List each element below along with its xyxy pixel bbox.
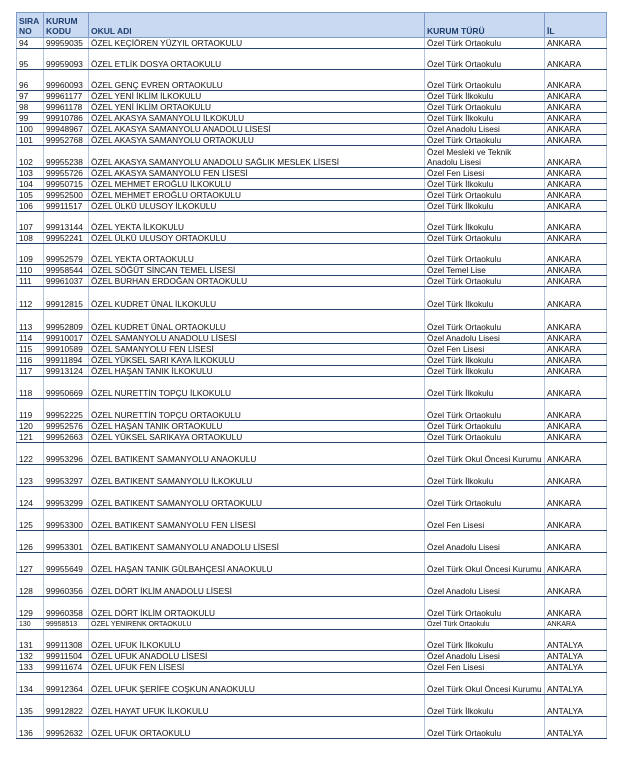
cell-okul-adi: ÖZEL BATIKENT SAMANYOLU ORTAOKULU — [89, 487, 425, 509]
cell-kurum-turu: Özel Türk Ortaokulu — [425, 135, 545, 146]
cell-kurum-turu: Özel Türk İlkokulu — [425, 91, 545, 102]
cell-kurum-kodu: 99952241 — [44, 233, 89, 244]
cell-kurum-turu: Özel Anadolu Lisesi — [425, 531, 545, 553]
table-row — [17, 487, 607, 509]
cell-il: ANKARA — [545, 168, 607, 179]
cell-kurum-kodu: 99952500 — [44, 190, 89, 201]
cell-okul-adi: ÖZEL YEKTA ORTAOKULU — [89, 244, 425, 265]
cell-sira-no: 128 — [17, 575, 44, 597]
cell-il: ANKARA — [545, 399, 607, 421]
table-row — [17, 630, 607, 651]
cell-kurum-turu: Özel Anadolu Lisesi — [425, 575, 545, 597]
cell-okul-adi: ÖZEL YÜKSEL SARIKAYA ORTAOKULU — [89, 432, 425, 443]
cell-il: ANKARA — [545, 443, 607, 465]
table-row — [17, 421, 607, 432]
cell-il: ANKARA — [545, 310, 607, 333]
table-row — [17, 102, 607, 113]
cell-kurum-turu: Özel Türk Ortaokulu — [425, 487, 545, 509]
cell-sira-no: 116 — [17, 355, 44, 366]
cell-kurum-kodu: 99911674 — [44, 662, 89, 673]
cell-kurum-kodu: 99910786 — [44, 113, 89, 124]
cell-sira-no: 109 — [17, 244, 44, 265]
cell-sira-no: 117 — [17, 366, 44, 377]
cell-sira-no: 126 — [17, 531, 44, 553]
cell-il: ANKARA — [545, 190, 607, 201]
table-row — [17, 344, 607, 355]
table-row — [17, 355, 607, 366]
cell-il: ANKARA — [545, 355, 607, 366]
table-header-row — [17, 13, 607, 38]
cell-okul-adi: ÖZEL ÜLKÜ ULUSOY İLKOKULU — [89, 201, 425, 212]
cell-okul-adi: ÖZEL UFUK ŞERİFE COŞKUN ANAOKULU — [89, 673, 425, 695]
table-row — [17, 49, 607, 70]
cell-il: ANKARA — [545, 276, 607, 287]
table-row — [17, 575, 607, 597]
cell-il: ANTALYA — [545, 717, 607, 739]
cell-sira-no: 101 — [17, 135, 44, 146]
table-row — [17, 465, 607, 487]
table-row — [17, 553, 607, 575]
cell-kurum-turu: Özel Türk Okul Öncesi Kurumu — [425, 443, 545, 465]
table-row — [17, 443, 607, 465]
header-il: İL — [545, 13, 607, 38]
cell-il: ANKARA — [545, 38, 607, 49]
table-row — [17, 597, 607, 619]
cell-il: ANKARA — [545, 619, 607, 630]
cell-kurum-turu: Özel Türk Ortaokulu — [425, 244, 545, 265]
cell-il: ANKARA — [545, 287, 607, 310]
table-row — [17, 717, 607, 739]
cell-okul-adi: ÖZEL MEHMET EROĞLU İLKOKULU — [89, 179, 425, 190]
table-row — [17, 190, 607, 201]
cell-okul-adi: ÖZEL DÖRT İKLİM ANADOLU LİSESİ — [89, 575, 425, 597]
cell-kurum-kodu: 99958544 — [44, 265, 89, 276]
cell-sira-no: 125 — [17, 509, 44, 531]
cell-okul-adi: ÖZEL SAMANYOLU FEN LİSESİ — [89, 344, 425, 355]
cell-okul-adi: ÖZEL NURETTİN TOPÇU ORTAOKULU — [89, 399, 425, 421]
cell-okul-adi: ÖZEL AKASYA SAMANYOLU ANADOLU SAĞLIK MESLEK LİSESİ — [89, 146, 425, 168]
cell-kurum-turu: Özel Türk Ortaokulu — [425, 38, 545, 49]
cell-kurum-turu: Özel Türk Ortaokulu — [425, 717, 545, 739]
cell-kurum-turu: Özel Fen Lisesi — [425, 168, 545, 179]
cell-il: ANKARA — [545, 91, 607, 102]
cell-il: ANKARA — [545, 509, 607, 531]
cell-okul-adi: ÖZEL BATIKENT SAMANYOLU İLKOKULU — [89, 465, 425, 487]
cell-sira-no: 123 — [17, 465, 44, 487]
cell-il: ANTALYA — [545, 673, 607, 695]
cell-kurum-turu: Özel Türk Ortaokulu — [425, 421, 545, 432]
cell-kurum-kodu: 99911308 — [44, 630, 89, 651]
cell-sira-no: 107 — [17, 212, 44, 233]
cell-okul-adi: ÖZEL YENİRENK ORTAOKULU — [89, 619, 425, 630]
cell-kurum-turu: Özel Türk Ortaokulu — [425, 102, 545, 113]
cell-kurum-turu: Özel Türk Ortaokulu — [425, 49, 545, 70]
cell-il: ANKARA — [545, 70, 607, 91]
cell-kurum-kodu: 99952225 — [44, 399, 89, 421]
table-row — [17, 179, 607, 190]
cell-il: ANKARA — [545, 113, 607, 124]
cell-okul-adi: ÖZEL AKASYA SAMANYOLU İLKOKULU — [89, 113, 425, 124]
cell-kurum-kodu: 99953299 — [44, 487, 89, 509]
cell-il: ANKARA — [545, 487, 607, 509]
table-row — [17, 509, 607, 531]
cell-kurum-turu: Özel Türk İlkokulu — [425, 113, 545, 124]
cell-sira-no: 94 — [17, 38, 44, 49]
cell-sira-no: 111 — [17, 276, 44, 287]
cell-il: ANKARA — [545, 102, 607, 113]
table-row — [17, 124, 607, 135]
cell-sira-no: 98 — [17, 102, 44, 113]
cell-kurum-turu: Özel Türk Ortaokulu — [425, 233, 545, 244]
cell-kurum-kodu: 99952809 — [44, 310, 89, 333]
cell-sira-no: 115 — [17, 344, 44, 355]
cell-il: ANKARA — [545, 179, 607, 190]
cell-sira-no: 104 — [17, 179, 44, 190]
cell-kurum-turu: Özel Türk İlkokulu — [425, 366, 545, 377]
cell-okul-adi: ÖZEL BATIKENT SAMANYOLU ANAOKULU — [89, 443, 425, 465]
cell-okul-adi: ÖZEL UFUK ANADOLU LİSESİ — [89, 651, 425, 662]
cell-kurum-kodu: 99913124 — [44, 366, 89, 377]
cell-kurum-turu: Özel Anadolu Lisesi — [425, 333, 545, 344]
cell-kurum-turu: Özel Türk Ortaokulu — [425, 619, 545, 630]
cell-kurum-turu: Özel Türk Ortaokulu — [425, 276, 545, 287]
cell-sira-no: 136 — [17, 717, 44, 739]
table-row — [17, 695, 607, 717]
table-row — [17, 91, 607, 102]
cell-okul-adi: ÖZEL BATIKENT SAMANYOLU ANADOLU LİSESİ — [89, 531, 425, 553]
cell-okul-adi: ÖZEL SÖĞÜT SİNCAN TEMEL LİSESİ — [89, 265, 425, 276]
cell-sira-no: 122 — [17, 443, 44, 465]
cell-sira-no: 112 — [17, 287, 44, 310]
cell-kurum-kodu: 99958513 — [44, 619, 89, 630]
cell-okul-adi: ÖZEL KUDRET ÜNAL İLKOKULU — [89, 287, 425, 310]
table-row — [17, 673, 607, 695]
table-row — [17, 531, 607, 553]
cell-kurum-turu: Özel Türk Ortaokulu — [425, 399, 545, 421]
cell-kurum-kodu: 99961178 — [44, 102, 89, 113]
table-row — [17, 168, 607, 179]
cell-sira-no: 121 — [17, 432, 44, 443]
cell-okul-adi: ÖZEL HAŞAN TANIK İLKOKULU — [89, 366, 425, 377]
cell-sira-no: 100 — [17, 124, 44, 135]
cell-il: ANKARA — [545, 432, 607, 443]
cell-sira-no: 127 — [17, 553, 44, 575]
cell-okul-adi: ÖZEL BATIKENT SAMANYOLU FEN LİSESİ — [89, 509, 425, 531]
cell-kurum-turu: Özel Türk Ortaokulu — [425, 310, 545, 333]
cell-kurum-kodu: 99953300 — [44, 509, 89, 531]
cell-kurum-turu: Özel Türk Ortaokulu — [425, 190, 545, 201]
cell-sira-no: 97 — [17, 91, 44, 102]
cell-kurum-kodu: 99959093 — [44, 49, 89, 70]
cell-kurum-kodu: 99953297 — [44, 465, 89, 487]
cell-kurum-kodu: 99955238 — [44, 146, 89, 168]
cell-kurum-turu: Özel Türk İlkokulu — [425, 287, 545, 310]
table-row — [17, 399, 607, 421]
table-row — [17, 212, 607, 233]
cell-sira-no: 106 — [17, 201, 44, 212]
cell-kurum-kodu: 99912815 — [44, 287, 89, 310]
cell-okul-adi: ÖZEL KUDRET ÜNAL ORTAOKULU — [89, 310, 425, 333]
cell-kurum-turu: Özel Türk İlkokulu — [425, 212, 545, 233]
cell-kurum-kodu: 99913144 — [44, 212, 89, 233]
cell-sira-no: 95 — [17, 49, 44, 70]
cell-kurum-kodu: 99953301 — [44, 531, 89, 553]
cell-sira-no: 96 — [17, 70, 44, 91]
cell-kurum-turu: Özel Fen Lisesi — [425, 662, 545, 673]
cell-il: ANTALYA — [545, 630, 607, 651]
cell-kurum-turu: Özel Türk İlkokulu — [425, 465, 545, 487]
cell-il: ANKARA — [545, 135, 607, 146]
table-row — [17, 333, 607, 344]
table-row — [17, 651, 607, 662]
cell-il: ANKARA — [545, 244, 607, 265]
cell-il: ANKARA — [545, 333, 607, 344]
table-row — [17, 287, 607, 310]
header-sira-no: SIRA NO — [17, 13, 44, 38]
table-row — [17, 135, 607, 146]
cell-okul-adi: ÖZEL HAŞAN TANIK GÜLBAHÇESİ ANAOKULU — [89, 553, 425, 575]
cell-okul-adi: ÖZEL YENİ İKLİM ORTAOKULU — [89, 102, 425, 113]
cell-okul-adi: ÖZEL HAŞAN TANIK ORTAOKULU — [89, 421, 425, 432]
cell-kurum-kodu: 99952576 — [44, 421, 89, 432]
cell-kurum-kodu: 99961177 — [44, 91, 89, 102]
cell-il: ANKARA — [545, 553, 607, 575]
cell-il: ANTALYA — [545, 695, 607, 717]
cell-kurum-turu: Özel Fen Lisesi — [425, 344, 545, 355]
cell-kurum-kodu: 99911504 — [44, 651, 89, 662]
cell-kurum-kodu: 99952768 — [44, 135, 89, 146]
cell-sira-no: 118 — [17, 377, 44, 399]
cell-kurum-turu: Özel Türk Okul Öncesi Kurumu — [425, 553, 545, 575]
cell-kurum-kodu: 99912822 — [44, 695, 89, 717]
cell-kurum-kodu: 99952663 — [44, 432, 89, 443]
cell-il: ANTALYA — [545, 651, 607, 662]
cell-okul-adi: ÖZEL MEHMET EROĞLU ORTAOKULU — [89, 190, 425, 201]
cell-kurum-turu: Özel Türk İlkokulu — [425, 201, 545, 212]
table-row — [17, 662, 607, 673]
cell-kurum-kodu: 99961037 — [44, 276, 89, 287]
cell-il: ANKARA — [545, 531, 607, 553]
cell-kurum-turu: Özel Türk İlkokulu — [425, 355, 545, 366]
cell-okul-adi: ÖZEL SAMANYOLU ANADOLU LİSESİ — [89, 333, 425, 344]
cell-okul-adi: ÖZEL KEÇİÖREN YÜZYIL ORTAOKULU — [89, 38, 425, 49]
cell-okul-adi: ÖZEL UFUK İLKOKULU — [89, 630, 425, 651]
cell-okul-adi: ÖZEL AKASYA SAMANYOLU FEN LİSESİ — [89, 168, 425, 179]
cell-kurum-kodu: 99960356 — [44, 575, 89, 597]
cell-kurum-kodu: 99912364 — [44, 673, 89, 695]
cell-kurum-kodu: 99910017 — [44, 333, 89, 344]
cell-okul-adi: ÖZEL ÜLKÜ ULUSOY ORTAOKULU — [89, 233, 425, 244]
table-row — [17, 276, 607, 287]
cell-okul-adi: ÖZEL NURETTİN TOPÇU İLKOKULU — [89, 377, 425, 399]
cell-sira-no: 135 — [17, 695, 44, 717]
cell-il: ANTALYA — [545, 662, 607, 673]
table-row — [17, 38, 607, 49]
cell-okul-adi: ÖZEL BURHAN ERDOĞAN ORTAOKULU — [89, 276, 425, 287]
cell-il: ANKARA — [545, 377, 607, 399]
cell-il: ANKARA — [545, 575, 607, 597]
table-row — [17, 432, 607, 443]
cell-kurum-turu: Özel Türk İlkokulu — [425, 179, 545, 190]
cell-il: ANKARA — [545, 265, 607, 276]
cell-kurum-kodu: 99952632 — [44, 717, 89, 739]
cell-okul-adi: ÖZEL UFUK ORTAOKULU — [89, 717, 425, 739]
cell-kurum-kodu: 99911894 — [44, 355, 89, 366]
cell-kurum-kodu: 99959035 — [44, 38, 89, 49]
table-row — [17, 366, 607, 377]
table-row — [17, 70, 607, 91]
cell-kurum-turu: Özel Mesleki ve Teknik Anadolu Lisesi — [425, 146, 545, 168]
table-body — [17, 38, 607, 739]
table-row — [17, 146, 607, 168]
cell-kurum-kodu: 99952579 — [44, 244, 89, 265]
cell-kurum-turu: Özel Türk Okul Öncesi Kurumu — [425, 673, 545, 695]
table-row — [17, 619, 607, 630]
cell-kurum-turu: Özel Türk İlkokulu — [425, 630, 545, 651]
cell-okul-adi: ÖZEL YEKTA İLKOKULU — [89, 212, 425, 233]
cell-kurum-kodu: 99955726 — [44, 168, 89, 179]
cell-sira-no: 119 — [17, 399, 44, 421]
cell-sira-no: 130 — [17, 619, 44, 630]
table-row — [17, 244, 607, 265]
table-row — [17, 233, 607, 244]
cell-okul-adi: ÖZEL YENİ İKLİM İLKOKULU — [89, 91, 425, 102]
cell-kurum-turu: Özel Anadolu Lisesi — [425, 124, 545, 135]
table-row — [17, 265, 607, 276]
cell-kurum-turu: Özel Türk İlkokulu — [425, 377, 545, 399]
cell-sira-no: 133 — [17, 662, 44, 673]
cell-sira-no: 103 — [17, 168, 44, 179]
cell-kurum-turu: Özel Fen Lisesi — [425, 509, 545, 531]
cell-il: ANKARA — [545, 597, 607, 619]
cell-kurum-turu: Özel Türk Ortaokulu — [425, 70, 545, 91]
cell-okul-adi: ÖZEL GENÇ EVREN ORTAOKULU — [89, 70, 425, 91]
cell-il: ANKARA — [545, 201, 607, 212]
table-row — [17, 113, 607, 124]
cell-okul-adi: ÖZEL HAYAT UFUK İLKOKULU — [89, 695, 425, 717]
school-table — [16, 12, 607, 739]
cell-sira-no: 110 — [17, 265, 44, 276]
cell-okul-adi: ÖZEL UFUK FEN LİSESİ — [89, 662, 425, 673]
cell-okul-adi: ÖZEL ETLİK DOSYA ORTAOKULU — [89, 49, 425, 70]
cell-kurum-turu: Özel Anadolu Lisesi — [425, 651, 545, 662]
cell-sira-no: 102 — [17, 146, 44, 168]
cell-il: ANKARA — [545, 49, 607, 70]
cell-il: ANKARA — [545, 344, 607, 355]
header-kurum-turu: KURUM TÜRÜ — [425, 13, 545, 38]
cell-sira-no: 105 — [17, 190, 44, 201]
table-row — [17, 201, 607, 212]
cell-kurum-kodu: 99950715 — [44, 179, 89, 190]
cell-il: ANKARA — [545, 366, 607, 377]
header-kurum-kodu: KURUM KODU — [44, 13, 89, 38]
cell-sira-no: 131 — [17, 630, 44, 651]
cell-kurum-turu: Özel Türk Ortaokulu — [425, 597, 545, 619]
cell-okul-adi: ÖZEL DÖRT İKLİM ORTAOKULU — [89, 597, 425, 619]
table-row — [17, 377, 607, 399]
cell-kurum-kodu: 99950669 — [44, 377, 89, 399]
cell-sira-no: 113 — [17, 310, 44, 333]
cell-sira-no: 108 — [17, 233, 44, 244]
cell-kurum-turu: Özel Temel Lise — [425, 265, 545, 276]
cell-il: ANKARA — [545, 465, 607, 487]
cell-kurum-kodu: 99948967 — [44, 124, 89, 135]
cell-il: ANKARA — [545, 124, 607, 135]
cell-kurum-turu: Özel Türk Ortaokulu — [425, 432, 545, 443]
cell-sira-no: 120 — [17, 421, 44, 432]
cell-kurum-kodu: 99960358 — [44, 597, 89, 619]
cell-sira-no: 129 — [17, 597, 44, 619]
cell-sira-no: 99 — [17, 113, 44, 124]
cell-kurum-kodu: 99910589 — [44, 344, 89, 355]
cell-okul-adi: ÖZEL AKASYA SAMANYOLU ANADOLU LİSESİ — [89, 124, 425, 135]
cell-okul-adi: ÖZEL AKASYA SAMANYOLU ORTAOKULU — [89, 135, 425, 146]
cell-il: ANKARA — [545, 421, 607, 432]
cell-kurum-kodu: 99911517 — [44, 201, 89, 212]
cell-il: ANKARA — [545, 233, 607, 244]
header-okul-adi: OKUL ADI — [89, 13, 425, 38]
cell-sira-no: 124 — [17, 487, 44, 509]
cell-kurum-turu: Özel Türk İlkokulu — [425, 695, 545, 717]
school-list — [16, 12, 606, 739]
table-row — [17, 310, 607, 333]
cell-okul-adi: ÖZEL YÜKSEL SARI KAYA İLKOKULU — [89, 355, 425, 366]
cell-sira-no: 134 — [17, 673, 44, 695]
cell-kurum-kodu: 99955649 — [44, 553, 89, 575]
cell-kurum-kodu: 99953296 — [44, 443, 89, 465]
cell-sira-no: 114 — [17, 333, 44, 344]
cell-il: ANKARA — [545, 212, 607, 233]
cell-kurum-kodu: 99960093 — [44, 70, 89, 91]
cell-il: ANKARA — [545, 146, 607, 168]
cell-sira-no: 132 — [17, 651, 44, 662]
